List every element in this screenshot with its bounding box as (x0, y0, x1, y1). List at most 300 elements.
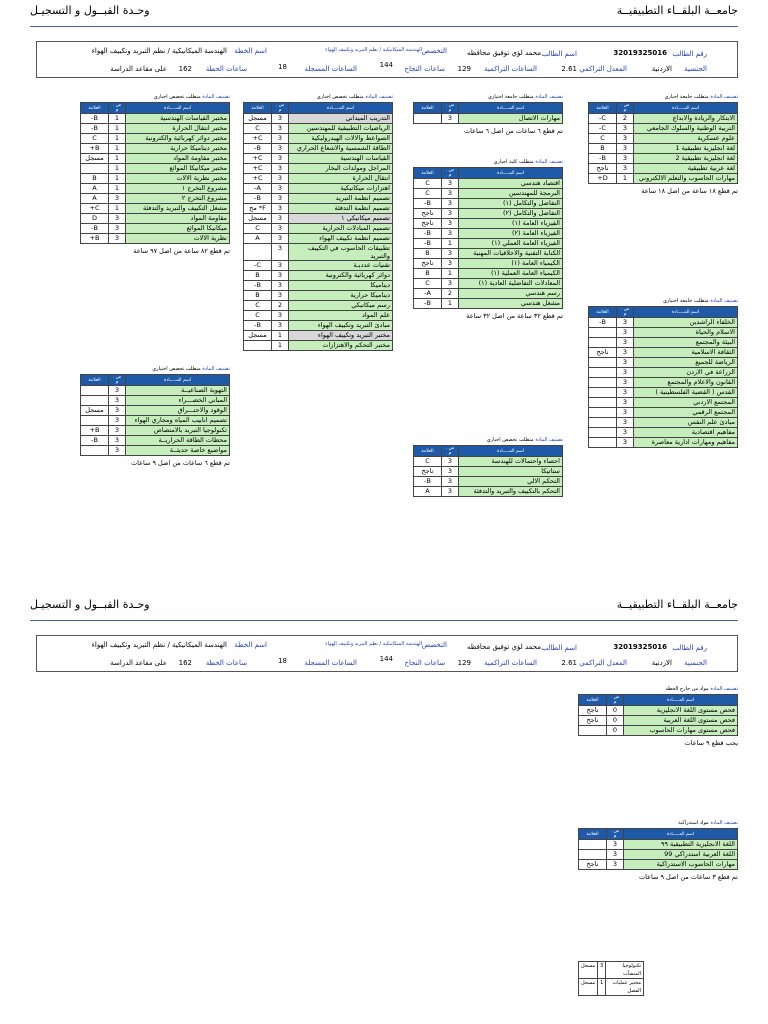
table-row (81, 184, 230, 194)
course-hours: 3 (272, 244, 289, 261)
table-row (589, 408, 738, 418)
table-row (579, 706, 738, 716)
course-grade (589, 408, 617, 418)
section-title (578, 819, 738, 828)
section-name: مواد استدراكية (678, 820, 709, 826)
table-row (414, 199, 563, 209)
table-row (589, 338, 738, 348)
spec-label: التخصص (421, 47, 447, 55)
course-name: الزراعة في الاردن (634, 368, 738, 378)
nat-label: الجنسية (684, 659, 707, 667)
table-row (81, 426, 230, 436)
course-name: مختبر القياسات الهندسية (126, 114, 230, 124)
course-grade: B+ (81, 426, 109, 436)
course-grade (244, 244, 272, 261)
course-name: اقتصاد هندسي (459, 179, 563, 189)
course-table (588, 306, 738, 448)
registration-unit: وحـدة القبــول و التسجيـل (30, 4, 150, 17)
table-row (81, 224, 230, 234)
course-hours: 1 (598, 979, 606, 996)
course-grade: مسجل (244, 114, 272, 124)
course-name: المجتمع الاردني (634, 398, 738, 408)
col-hours: س . م (617, 307, 634, 318)
course-grade: A (244, 234, 272, 244)
section-name: مواد من خارج الخطة (665, 686, 709, 692)
course-grade: B- (414, 477, 442, 487)
course-grade: C- (589, 124, 617, 134)
col-course-name: اسم المـــــادة (126, 103, 230, 114)
table-row (589, 388, 738, 398)
course-name: تكنولوجيا التبريد بالامتصاص (126, 426, 230, 436)
course-hours: 3 (617, 398, 634, 408)
table-row (579, 716, 738, 726)
course-name: التحكم بالتكييف والتبريد والتدفئة (459, 487, 563, 497)
course-hours: 1 (442, 239, 459, 249)
table-row (589, 378, 738, 388)
course-grade: مسجل (579, 962, 598, 979)
col-grade: العلامة (579, 695, 607, 706)
course-hours: 3 (109, 194, 126, 204)
course-hours: 3 (617, 358, 634, 368)
gpa-value: 2.61 (561, 659, 577, 667)
table-row (414, 289, 563, 299)
course-name: فحص مستوى مهارات الحاسوب (624, 726, 738, 736)
course-grade: C (414, 457, 442, 467)
course-hours: 3 (272, 291, 289, 301)
table-row (81, 214, 230, 224)
course-grade: C- (589, 114, 617, 124)
course-name: مهارات الحاسوب والتعلم الالكتروني (634, 174, 738, 184)
course-grade: B- (244, 144, 272, 154)
table-row (81, 144, 230, 154)
table-row (414, 209, 563, 219)
course-name: مشغل التكييف والتبريد والتدفئة (126, 204, 230, 214)
course-name: القدس ( القضية الفلسطينية ) (634, 388, 738, 398)
table-row (414, 477, 563, 487)
table-row (81, 234, 230, 244)
course-grade (589, 358, 617, 368)
course-hours: 1 (442, 299, 459, 309)
table-row (244, 224, 393, 234)
course-grade (81, 416, 109, 426)
course-name: دوائر كهربائية والكترونية (289, 271, 393, 281)
course-hours: 3 (617, 388, 634, 398)
course-name: القانون والاعلام والمجتمع (634, 378, 738, 388)
table-row (244, 244, 393, 261)
course-grade: C+ (244, 174, 272, 184)
table-row (414, 189, 563, 199)
course-hours: 3 (442, 199, 459, 209)
table-row (579, 840, 738, 850)
seat-status: على مقاعد الدراسة (110, 65, 167, 73)
course-hours: 3 (442, 179, 459, 189)
plan-value: الهندسة الميكانيكية / نظم التبريد وتكييف الهواء (91, 47, 227, 55)
course-hours: 1 (272, 341, 289, 351)
course-grade: A- (244, 184, 272, 194)
course-grade: A- (414, 289, 442, 299)
course-hours: 3 (272, 234, 289, 244)
course-grade: F* مح (244, 204, 272, 214)
course-hours: 3 (442, 457, 459, 467)
course-hours: 3 (272, 271, 289, 281)
col-hours: س . م (109, 103, 126, 114)
table-row (244, 291, 393, 301)
table-row (579, 962, 644, 979)
col-course-name: اسم المـــــادة (624, 695, 738, 706)
course-grade: A (81, 184, 109, 194)
section-footer: تم قطع ٣ ساعات من اصل ٩ ساعات (638, 873, 738, 881)
course-hours: 3 (442, 209, 459, 219)
course-name: محطات الطاقة الحراريــة (126, 436, 230, 446)
pass-label: ساعات النجاح (404, 65, 445, 73)
gpa-label: المعدل التراكمي (579, 659, 627, 667)
course-name: رسم ميكانيكي (289, 301, 393, 311)
col-course-name: اسم المـــــادة (459, 446, 563, 457)
course-name: الابتكار والريادة والابداع (634, 114, 738, 124)
section-footer: تم قطع ٦ ساعات من اصل ٩ ساعات (130, 459, 230, 467)
course-grade: مسجل (244, 331, 272, 341)
table-row (589, 438, 738, 448)
col-hours: س . م (442, 446, 459, 457)
course-grade: مسجل (579, 979, 598, 996)
course-grade: B- (414, 229, 442, 239)
course-grade: C (414, 279, 442, 289)
course-hours: 3 (272, 144, 289, 154)
course-hours: 2 (272, 301, 289, 311)
table-row (589, 418, 738, 428)
reg-label: الساعات المسجلة (304, 659, 357, 667)
table-row (589, 318, 738, 328)
course-name: مختبر عمليات الفصل (606, 979, 644, 996)
course-name: مختبر دوائر كهربائية والكترونية (126, 134, 230, 144)
id-label: رقم الطالب (672, 50, 707, 58)
section-footer: تم قطع ٣٢ ساعة من اصل ٣٢ ساعة (466, 312, 563, 320)
col-hours: س . م (442, 168, 459, 179)
course-grade: B- (589, 154, 617, 164)
course-grade: C (244, 301, 272, 311)
course-grade (579, 850, 607, 860)
header-divider (30, 26, 738, 27)
course-name: التدريب الميداني (289, 114, 393, 124)
course-grade: A (81, 194, 109, 204)
course-grade: B (244, 291, 272, 301)
course-name: تصميم انظمة التبريد (289, 194, 393, 204)
table-row (244, 261, 393, 271)
course-hours: 3 (109, 416, 126, 426)
course-name: مبادئ علم النفس (634, 418, 738, 428)
course-grade (81, 164, 109, 174)
course-name: مختبر ديناميكا حرارية (126, 144, 230, 154)
course-grade (589, 398, 617, 408)
course-name: البرمجة للمهندسين (459, 189, 563, 199)
col-hours: س . م (607, 695, 624, 706)
course-grade: C (414, 179, 442, 189)
course-grade (589, 418, 617, 428)
course-name: الفيزياء العامة العملي (١) (459, 239, 563, 249)
section-title (588, 297, 738, 306)
table-row (244, 154, 393, 164)
course-name: رسم هندسي (459, 289, 563, 299)
table-row (414, 457, 563, 467)
course-grade: B (244, 271, 272, 281)
course-table (413, 102, 563, 124)
table-row (81, 436, 230, 446)
table-row (244, 331, 393, 341)
course-hours: 3 (617, 164, 634, 174)
col-course-name: اسم المـــــادة (634, 307, 738, 318)
course-grade: B (589, 144, 617, 154)
course-name: الاسلام والحياة (634, 328, 738, 338)
misc-courses-table (578, 961, 644, 996)
course-name: تصميم ميكانيكي ١ (289, 214, 393, 224)
col-course-name: اسم المـــــادة (459, 168, 563, 179)
course-table (578, 694, 738, 736)
col-course-name: اسم المـــــادة (459, 103, 563, 114)
planh-value: 162 (178, 65, 192, 73)
col-grade: العلامة (589, 103, 617, 114)
course-hours: 3 (272, 134, 289, 144)
course-name: مختبر ميكانيكا الموائع (126, 164, 230, 174)
course-grade: B (414, 249, 442, 259)
course-name: ديناميكا حرارية (289, 291, 393, 301)
course-hours: 3 (617, 428, 634, 438)
course-grade: C (244, 311, 272, 321)
section-footer: تم قطع ٨٢ ساعة من اصل ٩٧ ساعة (133, 247, 230, 255)
course-name: تصميم المبادلات الحرارية (289, 224, 393, 234)
course-hours: 3 (109, 224, 126, 234)
course-hours: 3 (607, 850, 624, 860)
course-hours: 3 (617, 318, 634, 328)
course-grade (589, 388, 617, 398)
course-name: التفاضل والتكامل (١) (459, 199, 563, 209)
course-grade (414, 114, 442, 124)
pass-value: 144 (379, 61, 393, 69)
table-row (81, 154, 230, 164)
course-hours: 3 (442, 467, 459, 477)
course-hours: 1 (109, 204, 126, 214)
table-row (81, 204, 230, 214)
section-tag: تصنيف المادة (535, 159, 563, 165)
course-grade: B- (81, 114, 109, 124)
course-name: فحص مستوى اللغة الانجليزية (624, 706, 738, 716)
course-hours: 3 (442, 219, 459, 229)
table-row (81, 386, 230, 396)
section-tag: تصنيف المادة (710, 820, 738, 826)
course-name: نظرية الالات (126, 234, 230, 244)
course-hours: 3 (272, 154, 289, 164)
spec-value: الهندسة الميكانيكية / نظم التبريد وتكييف الهواء (325, 641, 422, 647)
section-title (413, 436, 563, 445)
table-row (589, 154, 738, 164)
course-grade: D+ (589, 174, 617, 184)
section-title (413, 158, 563, 167)
course-hours: 3 (272, 194, 289, 204)
course-name: اللغة العربية استدراكي 99 (624, 850, 738, 860)
table-row (414, 229, 563, 239)
course-name: الوقود والاحتـــراق (126, 406, 230, 416)
student-name: محمد لؤي توفيق محافظه (467, 643, 541, 651)
course-name: التفاضل والتكامل (٢) (459, 209, 563, 219)
course-name: الكيمياء العامة (١) (459, 259, 563, 269)
course-hours: 3 (442, 477, 459, 487)
course-hours: 3 (607, 860, 624, 870)
course-hours: 3 (617, 378, 634, 388)
course-name: مختبر انتقال الحرارة (126, 124, 230, 134)
course-hours: 3 (617, 348, 634, 358)
course-hours: 3 (109, 436, 126, 446)
section-footer: تم قطع ١٨ ساعة من اصل ١٨ ساعة (641, 187, 738, 195)
table-row (589, 358, 738, 368)
gpa-label: المعدل التراكمي (579, 65, 627, 73)
course-name: مفاهيم ومهارات ادارية معاصرة (634, 438, 738, 448)
section-name: متطلب جامعة اجباري (664, 94, 709, 100)
course-table (80, 374, 230, 456)
section-out-program (578, 685, 738, 747)
course-grade: B- (414, 239, 442, 249)
section-title (80, 365, 230, 374)
col-grade: العلامة (81, 103, 109, 114)
course-hours: 3 (442, 189, 459, 199)
table-row (589, 398, 738, 408)
course-name: الثقافة الاسلامية (634, 348, 738, 358)
course-grade (579, 726, 607, 736)
section-tag: تصنيف المادة (535, 437, 563, 443)
course-grade: B- (589, 318, 617, 328)
course-name: التربية الوطنية والسلوك الجامعي (634, 124, 738, 134)
course-hours: 3 (109, 396, 126, 406)
id-label: رقم الطالب (672, 644, 707, 652)
course-grade (589, 428, 617, 438)
cum-label: الساعات التراكمية (484, 65, 537, 73)
table-row (589, 114, 738, 124)
section-name: متطلب جامعة اختياري (487, 94, 534, 100)
section-spec-req-b (413, 436, 563, 497)
col-hours: س . م (109, 375, 126, 386)
course-grade (579, 840, 607, 850)
section-tag: تصنيف المادة (710, 298, 738, 304)
course-name: مواضيع خاصة حديثــة (126, 446, 230, 456)
table-row (244, 164, 393, 174)
table-row (414, 279, 563, 289)
course-grade (81, 446, 109, 456)
col-grade: العلامة (244, 103, 272, 114)
course-hours: 3 (272, 224, 289, 234)
course-name: اهتزازات ميكانيكية (289, 184, 393, 194)
section-tag: تصنيف المادة (365, 94, 393, 100)
course-name: تطبيقات الحاسوب في التكييف والتبريد (289, 244, 393, 261)
course-name: ميكانيكا الموائع (126, 224, 230, 234)
table-row (244, 301, 393, 311)
cum-label: الساعات التراكمية (484, 659, 537, 667)
course-hours: 3 (272, 114, 289, 124)
course-name: فحص مستوى اللغة العربية (624, 716, 738, 726)
col-grade: العلامة (579, 829, 607, 840)
table-row (244, 271, 393, 281)
course-hours: 3 (617, 408, 634, 418)
course-name: تقنيات عدديـة (289, 261, 393, 271)
course-name: المجتمع الرقمي (634, 408, 738, 418)
course-name: مبادئ التبريد وتكييف الهواء (289, 321, 393, 331)
course-grade: ناجح (579, 716, 607, 726)
table-row (81, 416, 230, 426)
section-tag: تصنيف المادة (710, 94, 738, 100)
course-grade: C (244, 124, 272, 134)
reg-label: الساعات المسجلة (304, 65, 357, 73)
name-label: اسم الطالب (541, 50, 577, 58)
course-name: القياسات الهندسية (289, 154, 393, 164)
course-hours: 2 (442, 289, 459, 299)
course-grade: C- (244, 261, 272, 271)
section-name: متطلب تخصص اجباري (316, 94, 364, 100)
section-fac-elec (413, 93, 563, 135)
course-hours: 2 (617, 114, 634, 124)
course-name: مهارات الاتصال (459, 114, 563, 124)
student-id: 32019325016 (613, 49, 667, 57)
section-name: متطلب تخصص اجباري (153, 94, 201, 100)
course-name: الكتابة التقنية والاخلاقيات المهنية (459, 249, 563, 259)
course-grade: C+ (244, 164, 272, 174)
table-row (81, 134, 230, 144)
name-label: اسم الطالب (541, 644, 577, 652)
course-grade: C (414, 189, 442, 199)
course-hours: 1 (109, 124, 126, 134)
course-hours: 3 (442, 114, 459, 124)
course-hours: 3 (617, 154, 634, 164)
table-row (244, 214, 393, 224)
table-row (244, 204, 393, 214)
gpa-value: 2.61 (561, 65, 577, 73)
table-row (589, 174, 738, 184)
course-name: مختبر مقاومة المواد (126, 154, 230, 164)
course-hours: 3 (109, 214, 126, 224)
course-hours: 3 (442, 249, 459, 259)
nat-value: الاردنية (651, 659, 672, 667)
course-name: الخلفاء الراشدين (634, 318, 738, 328)
planh-label: ساعات الخطة (205, 659, 247, 667)
table-row (579, 860, 738, 870)
col-course-name: اسم المـــــادة (126, 375, 230, 386)
course-name: مشغل هندسي (459, 299, 563, 309)
course-name: الفيزياء العامة (١) (459, 219, 563, 229)
section-title (80, 93, 230, 102)
course-name: علوم عسكرية (634, 134, 738, 144)
course-grade: B- (81, 124, 109, 134)
course-hours: 3 (442, 279, 459, 289)
course-grade (244, 341, 272, 351)
table-row (589, 348, 738, 358)
course-hours: 3 (442, 487, 459, 497)
course-grade: B- (81, 224, 109, 234)
col-grade: العلامة (414, 446, 442, 457)
course-table (413, 167, 563, 309)
course-name: تصميم انظمة تكييف الهواء (289, 234, 393, 244)
course-hours: 0 (607, 726, 624, 736)
course-hours: 3 (617, 418, 634, 428)
table-row (244, 144, 393, 154)
course-grade: B (81, 174, 109, 184)
course-name: المراجل ومولدات البخار (289, 164, 393, 174)
course-hours: 3 (109, 234, 126, 244)
student-info-box (36, 41, 738, 78)
course-hours: 1 (442, 269, 459, 279)
spec-value: الهندسة الميكانيكية / نظم التبريد وتكييف الهواء (325, 47, 422, 53)
course-name: مقاومة المواد (126, 214, 230, 224)
course-grade: ناجح (579, 706, 607, 716)
course-name: تصميم انابيب المياه ومجاري الهواء (126, 416, 230, 426)
section-spec-req (243, 93, 393, 351)
table-row (589, 134, 738, 144)
table-row (414, 239, 563, 249)
